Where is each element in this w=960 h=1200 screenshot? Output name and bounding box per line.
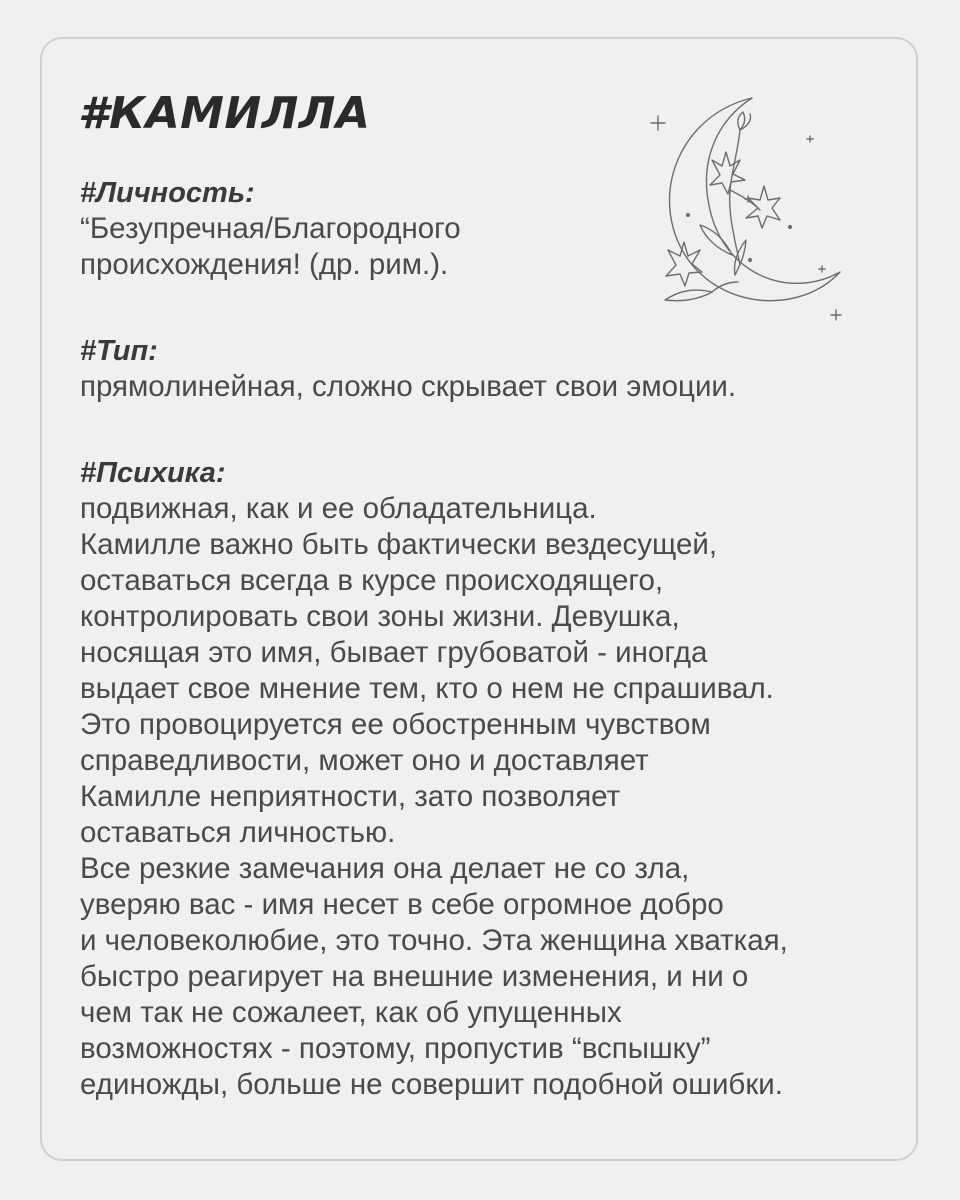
text-line: происхождения! (др. рим.). [80,248,449,281]
text-line: выдает свое мнение тем, кто о нем не спрашивал. [80,672,774,705]
text-line: носящая это имя, бывает грубоватой - иногда [80,636,708,669]
text-line: уверяю вас - имя несет в себе огромное добро [80,888,724,921]
text-line: контролировать свои зоны жизни. Девушка, [80,600,680,633]
section-heading: #Личность: [80,177,255,209]
text-line: чем так не сожалеет, как об упущенных [80,996,622,1029]
text-line: подвижная, как и ее обладательница. [80,492,597,525]
section-heading: #Тип: [80,335,158,367]
text-line: возможностях - поэтому, пропустив “вспышку” [80,1032,711,1065]
section-personality [80,175,900,283]
section-type [80,333,900,405]
page-title: #КАМИЛЛА [78,88,371,139]
text-line: единожды, больше не совершит подобной ошибки. [80,1068,783,1101]
section-heading: #Психика: [80,457,226,489]
text-line: “Безупречная/Благородного [80,212,461,245]
section-psyche [80,455,900,1103]
text-line: справедливости, может оно и доставляет [80,744,649,777]
text-line: Это провоцируется ее обостренным чувством [80,708,711,741]
text-line: оставаться личностью. [80,816,396,849]
text-line: оставаться всегда в курсе происходящего, [80,564,664,597]
text-line: быстро реагирует на внешние изменения, и ни о [80,960,749,993]
profile-text [80,175,900,1103]
text-line: и человеколюбие, это точно. Эта женщина хваткая, [80,924,788,957]
text-line: Камилле важно быть фактически вездесущей, [80,528,718,561]
text-line: Все резкие замечания она делает не со зла, [80,852,690,885]
text-line: прямолинейная, сложно скрывает свои эмоции. [80,370,737,403]
text-line: Камилле неприятности, зато позволяет [80,780,621,813]
